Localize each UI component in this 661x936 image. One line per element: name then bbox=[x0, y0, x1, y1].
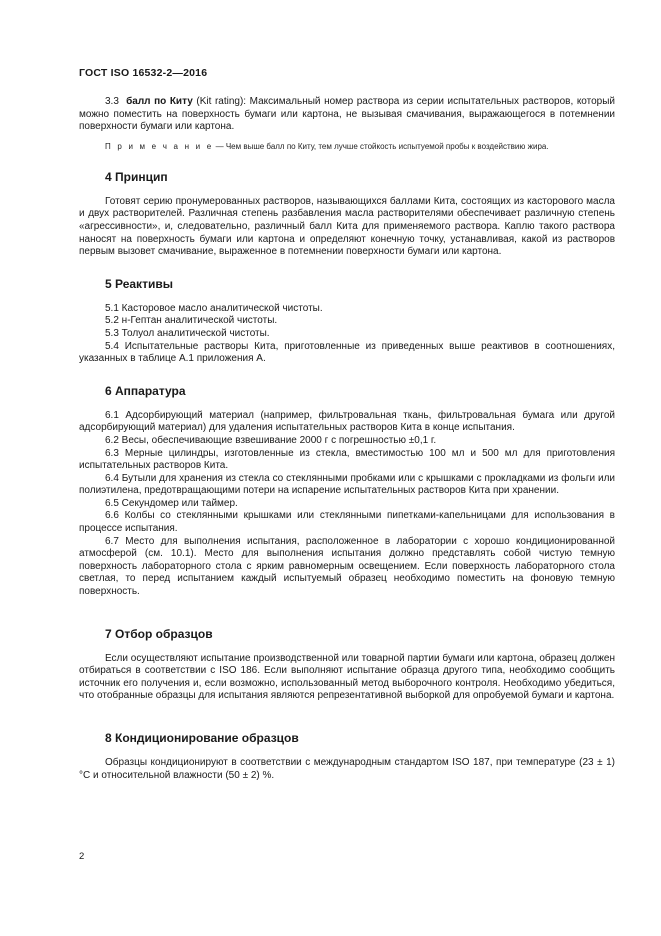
document-body bbox=[79, 96, 615, 782]
item-5-3: 5.3 Толуол аналитической чистоты. bbox=[105, 327, 270, 339]
item-6-1: 6.1 Адсорбирующий материал (например, фильтровальная ткань, фильтровальная бумага или другой адсорбирующий материал) для удаления испытательных растворов Кита в конце испытания. bbox=[79, 409, 615, 434]
section-5-title: 5 Реактивы bbox=[105, 276, 173, 291]
item-5-2: 5.2 н-Гептан аналитической чистоты. bbox=[105, 315, 278, 327]
section-8-text: Образцы кондиционируют в соответствии с международным стандартом ISO 187, при температуре (23 ± 1) °С и относительной влажности (50 ± 2) %. bbox=[79, 757, 615, 781]
definition-number: 3.3 bbox=[105, 96, 119, 107]
section-4-text: Готовят серию пронумерованных растворов, называющихся баллами Кита, состоящих из касторового масла и двух растворителей. Различная степень разбавления масла растворителями обеспечивает различную степень «агрессивности», и, следовательно, различный балл Кита для применяемого раствора. Каплю такого раствора наносят на поверхность бумаги или картона и определяют конечную точку, устанавливая, какой из растворов первым вызовет смачивание, выраженное в потемнении поверхности бумаги или картона. bbox=[79, 195, 615, 258]
section-8-title: 8 Кондиционирование образцов bbox=[105, 731, 299, 745]
item-6-3: 6.3 Мерные цилиндры, изготовленные из стекла, вместимостью 100 мл и 500 мл для приготовления испытательных растворов Кита. bbox=[79, 447, 615, 472]
note bbox=[79, 142, 615, 152]
document-header: ГОСТ ISO 16532-2—2016 bbox=[79, 67, 208, 79]
note-text: — Чем выше балл по Киту, тем лучше стойкость испытуемой пробы к воздействию жира. bbox=[213, 141, 549, 151]
section-4-title: 4 Принцип bbox=[105, 169, 168, 184]
section-7-title: 7 Отбор образцов bbox=[105, 626, 213, 641]
item-6-7: 6.7 Место для выполнения испытания, расположенное в лаборатории с хорошо кондиционированной атмосферой (см. 10.1). Место для выполнения испытания должно представлять собой чистую темную поверхность лабораторного стола с ярким равномерным освещением. Если поверхность лабораторного стола светлая, то перед испытанием каждый испытуемый образец необходимо поместить на фоновую темную поверхность. bbox=[79, 535, 615, 598]
item-6-4: 6.4 Бутыли для хранения из стекла со стеклянными пробками или с крышками с прокладками из фольги или полиэтилена, предотвращающими потери на испарение испытательных растворов Кита при хранении. bbox=[79, 472, 615, 497]
definition-3-3 bbox=[79, 96, 615, 134]
note-label: П р и м е ч а н и е bbox=[105, 141, 214, 151]
item-6-2: 6.2 Весы, обеспечивающие взвешивание 2000 г с погрешностью ±0,1 г. bbox=[105, 434, 437, 446]
item-6-5: 6.5 Секундомер или таймер. bbox=[105, 497, 238, 509]
definition-text: (Kit rating): Максимальный номер раствора из серии испытательных растворов, который можно поместить на поверхность бумаги или картона, не вызывая смачивания, выражающегося в потемнении поверхности бумаги или картона. bbox=[79, 96, 616, 133]
item-6-6: 6.6 Колбы со стеклянными крышками или стеклянными пипетками-капельницами для использования в процессе испытания. bbox=[79, 510, 615, 535]
item-5-4: 5.4 Испытательные растворы Кита, приготовленные из приведенных выше реактивов в соотношениях, указанных в таблице А.1 приложения А. bbox=[79, 340, 615, 365]
section-7-text: Если осуществляют испытание производственной или товарной партии бумаги или картона, образец должен отбираться в соответствии с ISO 186. Если выполняют испытание образца другого типа, необходимо сообщить источник его получения и, если возможно, использованный метод выборочного контроля. Необходимо убедиться, что отобранные образцы для испытания являются репрезентативной выборкой для опробуемой бумаги и картона. bbox=[79, 652, 615, 702]
item-5-1: 5.1 Касторовое масло аналитической чистоты. bbox=[105, 302, 323, 314]
section-6-list bbox=[79, 410, 615, 599]
section-6-title: 6 Аппаратура bbox=[105, 383, 186, 398]
page-number: 2 bbox=[79, 851, 85, 862]
section-5-list bbox=[79, 303, 615, 366]
definition-term: балл по Киту bbox=[126, 96, 193, 107]
